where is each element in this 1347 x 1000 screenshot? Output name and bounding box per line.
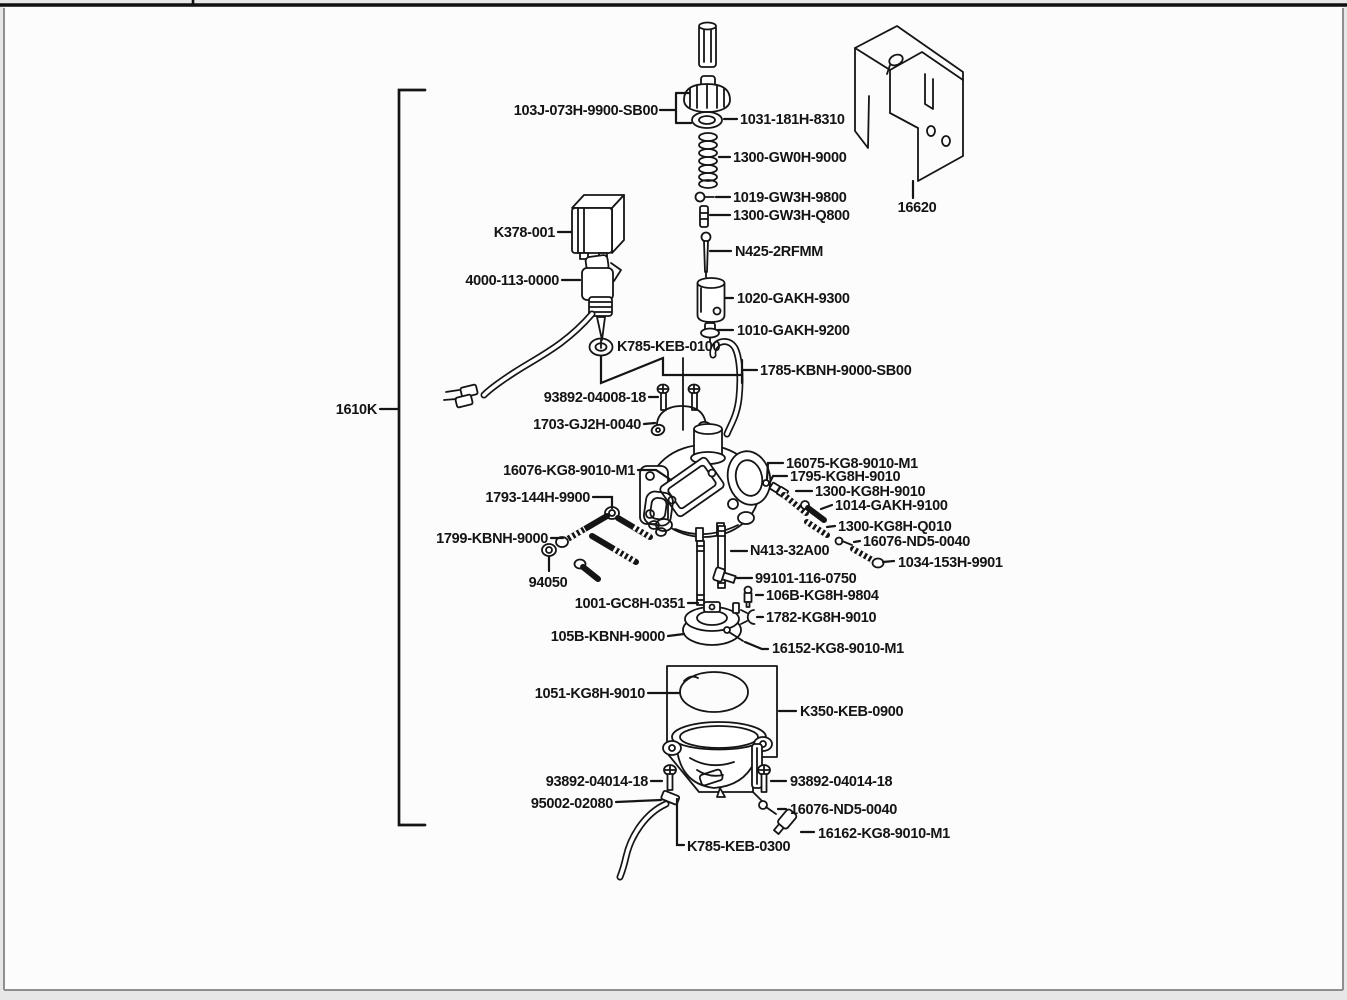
part-label-k785-0300: K785-KEB-0300 bbox=[687, 839, 791, 855]
leader-1300q010 bbox=[827, 526, 835, 527]
part-label-95002: 95002-02080 bbox=[530, 796, 613, 812]
part-label-16162: 16162-KG8-9010-M1 bbox=[818, 826, 950, 842]
part-label-k378: K378-001 bbox=[493, 225, 555, 241]
part-label-1020: 1020-GAKH-9300 bbox=[737, 291, 850, 307]
part-label-k350: K350-KEB-0900 bbox=[800, 704, 904, 720]
part-label-1051: 1051-KG8H-9010 bbox=[534, 686, 645, 702]
part-label-16620: 16620 bbox=[897, 200, 937, 216]
part-label-1782: 1782-KG8H-9010 bbox=[766, 610, 877, 626]
part-label-1031: 1031-181H-8310 bbox=[740, 112, 845, 128]
part-label-1001: 1001-GC8H-0351 bbox=[574, 596, 685, 612]
part-label-4000: 4000-113-0000 bbox=[465, 273, 559, 289]
leader-16076nd5-mid bbox=[854, 541, 860, 542]
part-label-1795: 1795-KG8H-9010 bbox=[790, 469, 901, 485]
part-label-93892-04014-l: 93892-04014-18 bbox=[545, 774, 648, 790]
part-label-1785: 1785-KBNH-9000-SB00 bbox=[760, 363, 912, 379]
throttle-valve-drawing bbox=[698, 278, 725, 322]
part-label-1014: 1014-GAKH-9100 bbox=[835, 498, 948, 514]
throttle-cable-tube-drawing bbox=[699, 23, 716, 68]
part-label-16076nd5-mid: 16076-ND5-0040 bbox=[863, 534, 971, 550]
leader-1034 bbox=[883, 561, 894, 562]
part-label-n413: N413-32A00 bbox=[750, 543, 830, 559]
part-label-99101: 99101-116-0750 bbox=[755, 571, 857, 587]
part-label-1799: 1799-KBNH-9000 bbox=[436, 531, 548, 547]
part-label-94050: 94050 bbox=[528, 575, 568, 591]
part-label-105b: 105B-KBNH-9000 bbox=[550, 629, 665, 645]
part-label-16076nd5-bot: 16076-ND5-0040 bbox=[790, 802, 898, 818]
part-label-1019: 1019-GW3H-9800 bbox=[733, 190, 847, 206]
part-label-1010: 1010-GAKH-9200 bbox=[737, 323, 850, 339]
leader-1703 bbox=[644, 423, 655, 424]
part-label-1793: 1793-144H-9900 bbox=[485, 490, 590, 506]
part-label-16075: 16075-KG8-9010-M1 bbox=[786, 456, 918, 472]
part-label-1610k: 1610K bbox=[335, 402, 377, 418]
part-label-103j: 103J-073H-9900-SB00 bbox=[513, 103, 658, 119]
jet-needle-holder-drawing bbox=[700, 206, 708, 227]
part-label-1703: 1703-GJ2H-0040 bbox=[533, 417, 641, 433]
part-label-1300kg8h: 1300-KG8H-9010 bbox=[815, 484, 926, 500]
part-label-106b: 106B-KG8H-9804 bbox=[766, 588, 879, 604]
part-label-k785-0100: K785-KEB-0100 bbox=[617, 339, 721, 355]
part-label-1034: 1034-153H-9901 bbox=[898, 555, 1003, 571]
part-label-16076-m1: 16076-KG8-9010-M1 bbox=[503, 463, 635, 479]
part-label-1300gw3h: 1300-GW3H-Q800 bbox=[733, 208, 850, 224]
part-label-16152: 16152-KG8-9010-M1 bbox=[772, 641, 904, 657]
part-label-93892-04014-r: 93892-04014-18 bbox=[790, 774, 893, 790]
part-label-1300q010: 1300-KG8H-Q010 bbox=[838, 519, 952, 535]
part-label-n425: N425-2RFMM bbox=[735, 244, 824, 260]
cdi-unit-drawing bbox=[572, 195, 624, 259]
part-label-93892-04008: 93892-04008-18 bbox=[543, 390, 646, 406]
part-label-1300gw0h: 1300-GW0H-9000 bbox=[733, 150, 847, 166]
